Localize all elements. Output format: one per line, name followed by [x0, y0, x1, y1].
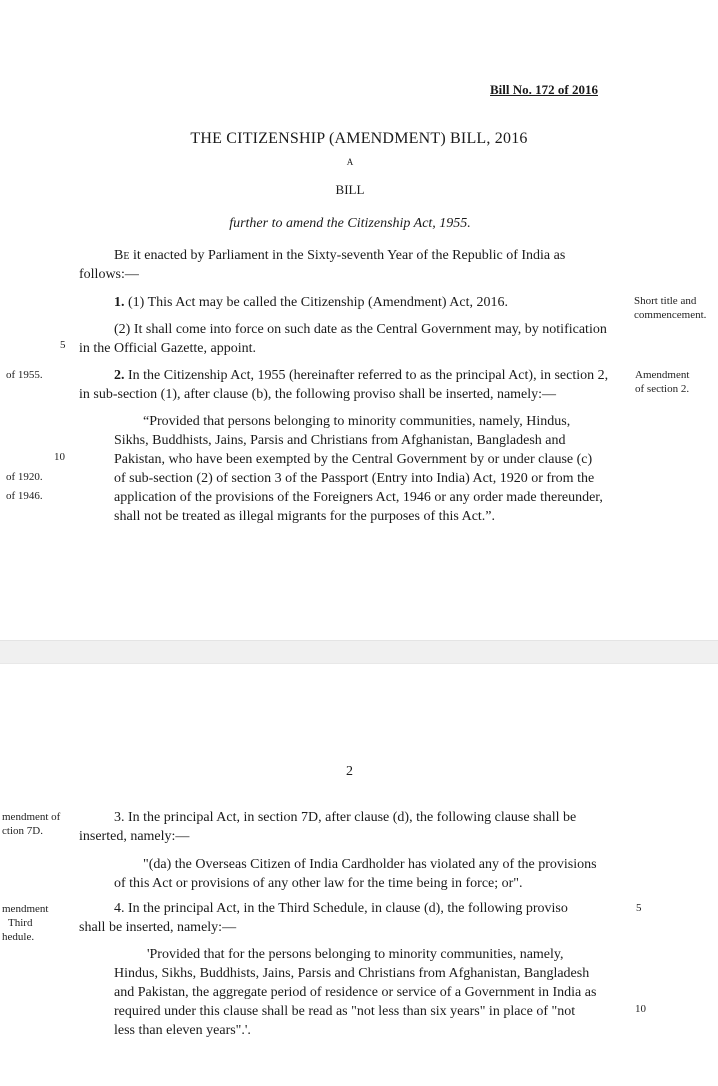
margin-amend-s2-line-1: Amendment: [635, 369, 690, 381]
page-separator: [0, 640, 718, 664]
margin-amend-s2-line-2: of section 2.: [635, 383, 690, 395]
line-number-10-p2: 10: [635, 1003, 646, 1015]
margin-amend-7d-line-1: mendment of: [2, 811, 61, 823]
margin-amend-s2: [635, 368, 689, 396]
proviso-line-4: of sub-section (2) of section 3 of the Passport (Entry into India) Act, 1920 or from the: [114, 471, 595, 486]
proviso-line-2: Sikhs, Buddhists, Jains, Parsis and Christians from Afghanistan, Bangladesh and: [114, 433, 566, 448]
section-1-line-3: in the Official Gazette, appoint.: [79, 341, 257, 356]
section-4-text: In the principal Act, in the Third Schedule, in clause (d), the following proviso: [124, 901, 568, 916]
section-1-line-1: [114, 293, 508, 312]
enacting-clause-line-1: [114, 246, 565, 265]
margin-short-title-line-2: commencement.: [634, 309, 707, 321]
margin-short-title: [634, 294, 706, 322]
margin-ref-1955: of 1955.: [6, 369, 43, 381]
margin-amend-schedule: [2, 902, 48, 944]
section-2-line-1: [114, 366, 608, 385]
line-number-5: 5: [60, 339, 66, 351]
bill-subtitle: further to amend the Citizenship Act, 1955.: [229, 216, 471, 231]
section-2-text: In the Citizenship Act, 1955 (hereinafter referred to as the principal Act), in section 2,: [124, 368, 609, 383]
section-3-line-1: [114, 808, 576, 827]
margin-amend-schedule-line-2: Third: [8, 917, 33, 929]
section-4-quote-line-3: and Pakistan, the aggregate period of residence or service of a Government in India as: [114, 985, 597, 1000]
bill-word: BILL: [335, 182, 365, 197]
section-4-quote-line-5: less than eleven years".'.: [114, 1023, 251, 1038]
bill-number: Bill No. 172 of 2016: [490, 82, 598, 97]
section-3-line-2: inserted, namely:—: [79, 829, 190, 844]
section-2-line-2: in sub-section (1), after clause (b), the following proviso shall be inserted, namely:—: [79, 387, 557, 402]
margin-short-title-line-1: Short title and: [634, 295, 697, 307]
page-number: 2: [346, 764, 353, 779]
section-1-number: 1.: [114, 295, 125, 310]
margin-amend-7d-line-2: ction 7D.: [2, 825, 43, 837]
proviso-line-6: shall not be treated as illegal migrants for the purposes of this Act.”.: [114, 509, 496, 524]
enacting-first-word: Be: [114, 248, 130, 263]
bill-title: [0, 130, 718, 148]
section-4-number: 4.: [114, 901, 125, 916]
margin-amend-schedule-line-3: hedule.: [2, 931, 35, 943]
margin-ref-1920: of 1920.: [6, 471, 43, 483]
proviso-line-1: “Provided that persons belonging to minority communities, namely, Hindus,: [143, 414, 571, 429]
section-1-line-2: (2) It shall come into force on such date as the Central Government may, by notification: [114, 322, 607, 337]
margin-amend-7d: [2, 810, 60, 838]
enacting-rest: it enacted by Parliament in the Sixty-seventh Year of the Republic of India as: [129, 248, 566, 263]
line-number-5-p2: 5: [636, 902, 642, 914]
proviso-line-3: Pakistan, who have been exempted by the Central Government by or under clause (c): [114, 452, 593, 467]
section-4-quote-line-2: Hindus, Sikhs, Buddhists, Jains, Parsis and Christians from Afghanistan, Bangladesh: [114, 966, 590, 981]
section-2-number: 2.: [114, 368, 125, 383]
section-3-number: 3.: [114, 810, 125, 825]
bill-title-text: THE CITIZENSHIP (AMENDMENT) BILL, 2016: [190, 130, 528, 147]
proviso-line-5: application of the provisions of the Foreigners Act, 1946 or any order made thereunder,: [114, 490, 603, 505]
margin-amend-schedule-line-1: mendment: [2, 903, 49, 915]
margin-ref-1946: of 1946.: [6, 490, 43, 502]
section-3-text: In the principal Act, in section 7D, after clause (d), the following clause shall be: [124, 810, 577, 825]
line-number-10: 10: [54, 451, 65, 463]
section-4-line-2: shall be inserted, namely:—: [79, 920, 237, 935]
section-4-line-1: [114, 899, 568, 918]
section-4-quote-line-1: 'Provided that for the persons belonging to minority communities, namely,: [147, 947, 564, 962]
article-a: A: [346, 157, 354, 167]
section-1-text: (1) This Act may be called the Citizenship (Amendment) Act, 2016.: [128, 295, 508, 310]
section-3-quote-line-2: of this Act or provisions of any other law for the time being in force; or".: [114, 876, 523, 891]
section-3-quote-line-1: "(da) the Overseas Citizen of India Cardholder has violated any of the provisions: [143, 857, 597, 872]
section-4-quote-line-4: required under this clause shall be read as "not less than six years" in place of "not: [114, 1004, 576, 1019]
enacting-clause-line-2: follows:—: [79, 267, 139, 282]
